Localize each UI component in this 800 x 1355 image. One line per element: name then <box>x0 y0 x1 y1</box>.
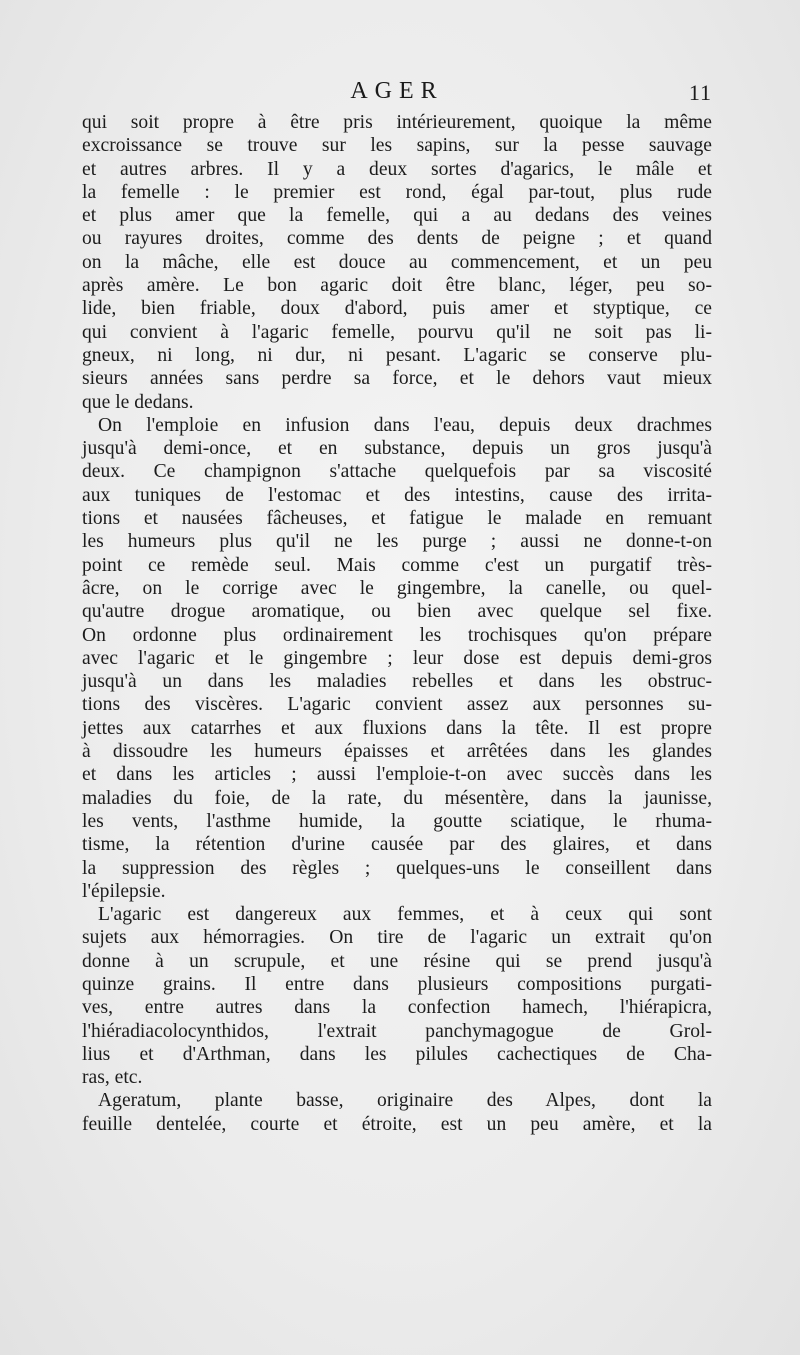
text-line: ras, etc. <box>82 1067 143 1089</box>
text-line: qu'autre drogue aromatique, ou bien avec quelque sel fixe. <box>82 601 712 623</box>
text-line: quinze grains. Il entre dans plusieurs compositions purgati- <box>82 973 712 995</box>
text-line: à dissoudre les humeurs épaisses et arrêtées dans les glandes <box>82 741 712 763</box>
text-line: aux tuniques de l'estomac et des intestins, cause des irrita- <box>82 484 712 506</box>
text-line: avec l'agaric et le gingembre ; leur dose est depuis demi-gros <box>82 647 712 669</box>
text-line: tions des viscères. L'agaric convient assez aux personnes su- <box>82 694 712 716</box>
text-line: qui soit propre à être pris intérieurement, quoique la même <box>82 112 712 133</box>
text-line: les humeurs plus qu'il ne les purge ; aussi ne donne-t-on <box>82 531 712 553</box>
text-line: feuille dentelée, courte et étroite, est un peu amère, et la <box>82 1113 712 1135</box>
text-line: On l'emploie en infusion dans l'eau, depuis deux drachmes <box>98 414 712 436</box>
text-line: jettes aux catarrhes et aux fluxions dans la tête. Il est propre <box>82 717 712 739</box>
text-line: tions et nausées fâcheuses, et fatigue le malade en remuant <box>82 508 712 530</box>
text-line: jusqu'à un dans les maladies rebelles et dans les obstruc- <box>82 671 712 693</box>
text-line: L'agaric est dangereux aux femmes, et à ceux qui sont <box>98 904 712 926</box>
text-line: l'épilepsie. <box>82 880 166 902</box>
text-line: la suppression des règles ; quelques-uns le conseillent dans <box>82 857 712 879</box>
text-line: sujets aux hémorragies. On tire de l'agaric un extrait qu'on <box>82 927 712 949</box>
text-line: et autres arbres. Il y a deux sortes d'agarics, le mâle et <box>82 158 712 180</box>
text-line: l'hiéradiacolocynthidos, l'extrait panchymagogue de Grol- <box>82 1020 712 1042</box>
text-line: ou rayures droites, comme des dents de peigne ; et quand <box>82 228 712 250</box>
text-line: On ordonne plus ordinairement les trochisques qu'on prépare <box>82 624 712 646</box>
text-line: point ce remède seul. Mais comme c'est un purgatif très- <box>82 554 712 576</box>
text-line: deux. Ce champignon s'attache quelquefois par sa viscosité <box>82 461 712 483</box>
text-line: tisme, la rétention d'urine causée par des glaires, et dans <box>82 834 712 856</box>
text-line: qui convient à l'agaric femelle, pourvu qu'il ne soit pas li- <box>82 321 712 343</box>
text-line: lide, bien friable, doux d'abord, puis amer et styptique, ce <box>82 298 712 320</box>
text-line: et dans les articles ; aussi l'emploie-t-on avec succès dans les <box>82 764 712 786</box>
text-line: la femelle : le premier est rond, égal par-tout, plus rude <box>82 181 712 203</box>
text-line: lius et d'Arthman, dans les pilules cachectiques de Cha- <box>82 1043 712 1065</box>
text-line: gneux, ni long, ni dur, ni pesant. L'agaric se conserve plu- <box>82 344 712 366</box>
text-line: on la mâche, elle est douce au commencement, et un peu <box>82 251 712 273</box>
text-line: que le dedans. <box>82 391 194 413</box>
text-line: jusqu'à demi-once, et en substance, depuis un gros jusqu'à <box>82 438 712 460</box>
text-line: ves, entre autres dans la confection hamech, l'hiérapicra, <box>82 997 712 1019</box>
page-number: 11 <box>688 80 712 105</box>
text-line: donne à un scrupule, et une résine qui se prend jusqu'à <box>82 950 712 972</box>
page-header <box>82 78 712 108</box>
body-text <box>82 111 712 1136</box>
text-line: excroissance se trouve sur les sapins, sur la pesse sauvage <box>82 135 712 157</box>
text-line: après amère. Le bon agaric doit être blanc, léger, peu so- <box>82 275 712 297</box>
text-line: sieurs années sans perdre sa force, et le dehors vaut mieux <box>82 368 712 390</box>
text-line: les vents, l'asthme humide, la goutte sciatique, le rhuma- <box>82 810 712 832</box>
running-title: AGER <box>350 78 444 104</box>
text-line: maladies du foie, de la rate, du mésentère, dans la jaunisse, <box>82 787 712 809</box>
text-line: Ageratum, plante basse, originaire des Alpes, dont la <box>98 1090 712 1112</box>
text-line: et plus amer que la femelle, qui a au dedans des veines <box>82 205 712 227</box>
text-line: âcre, on le corrige avec le gingembre, la canelle, ou quel- <box>82 577 712 599</box>
